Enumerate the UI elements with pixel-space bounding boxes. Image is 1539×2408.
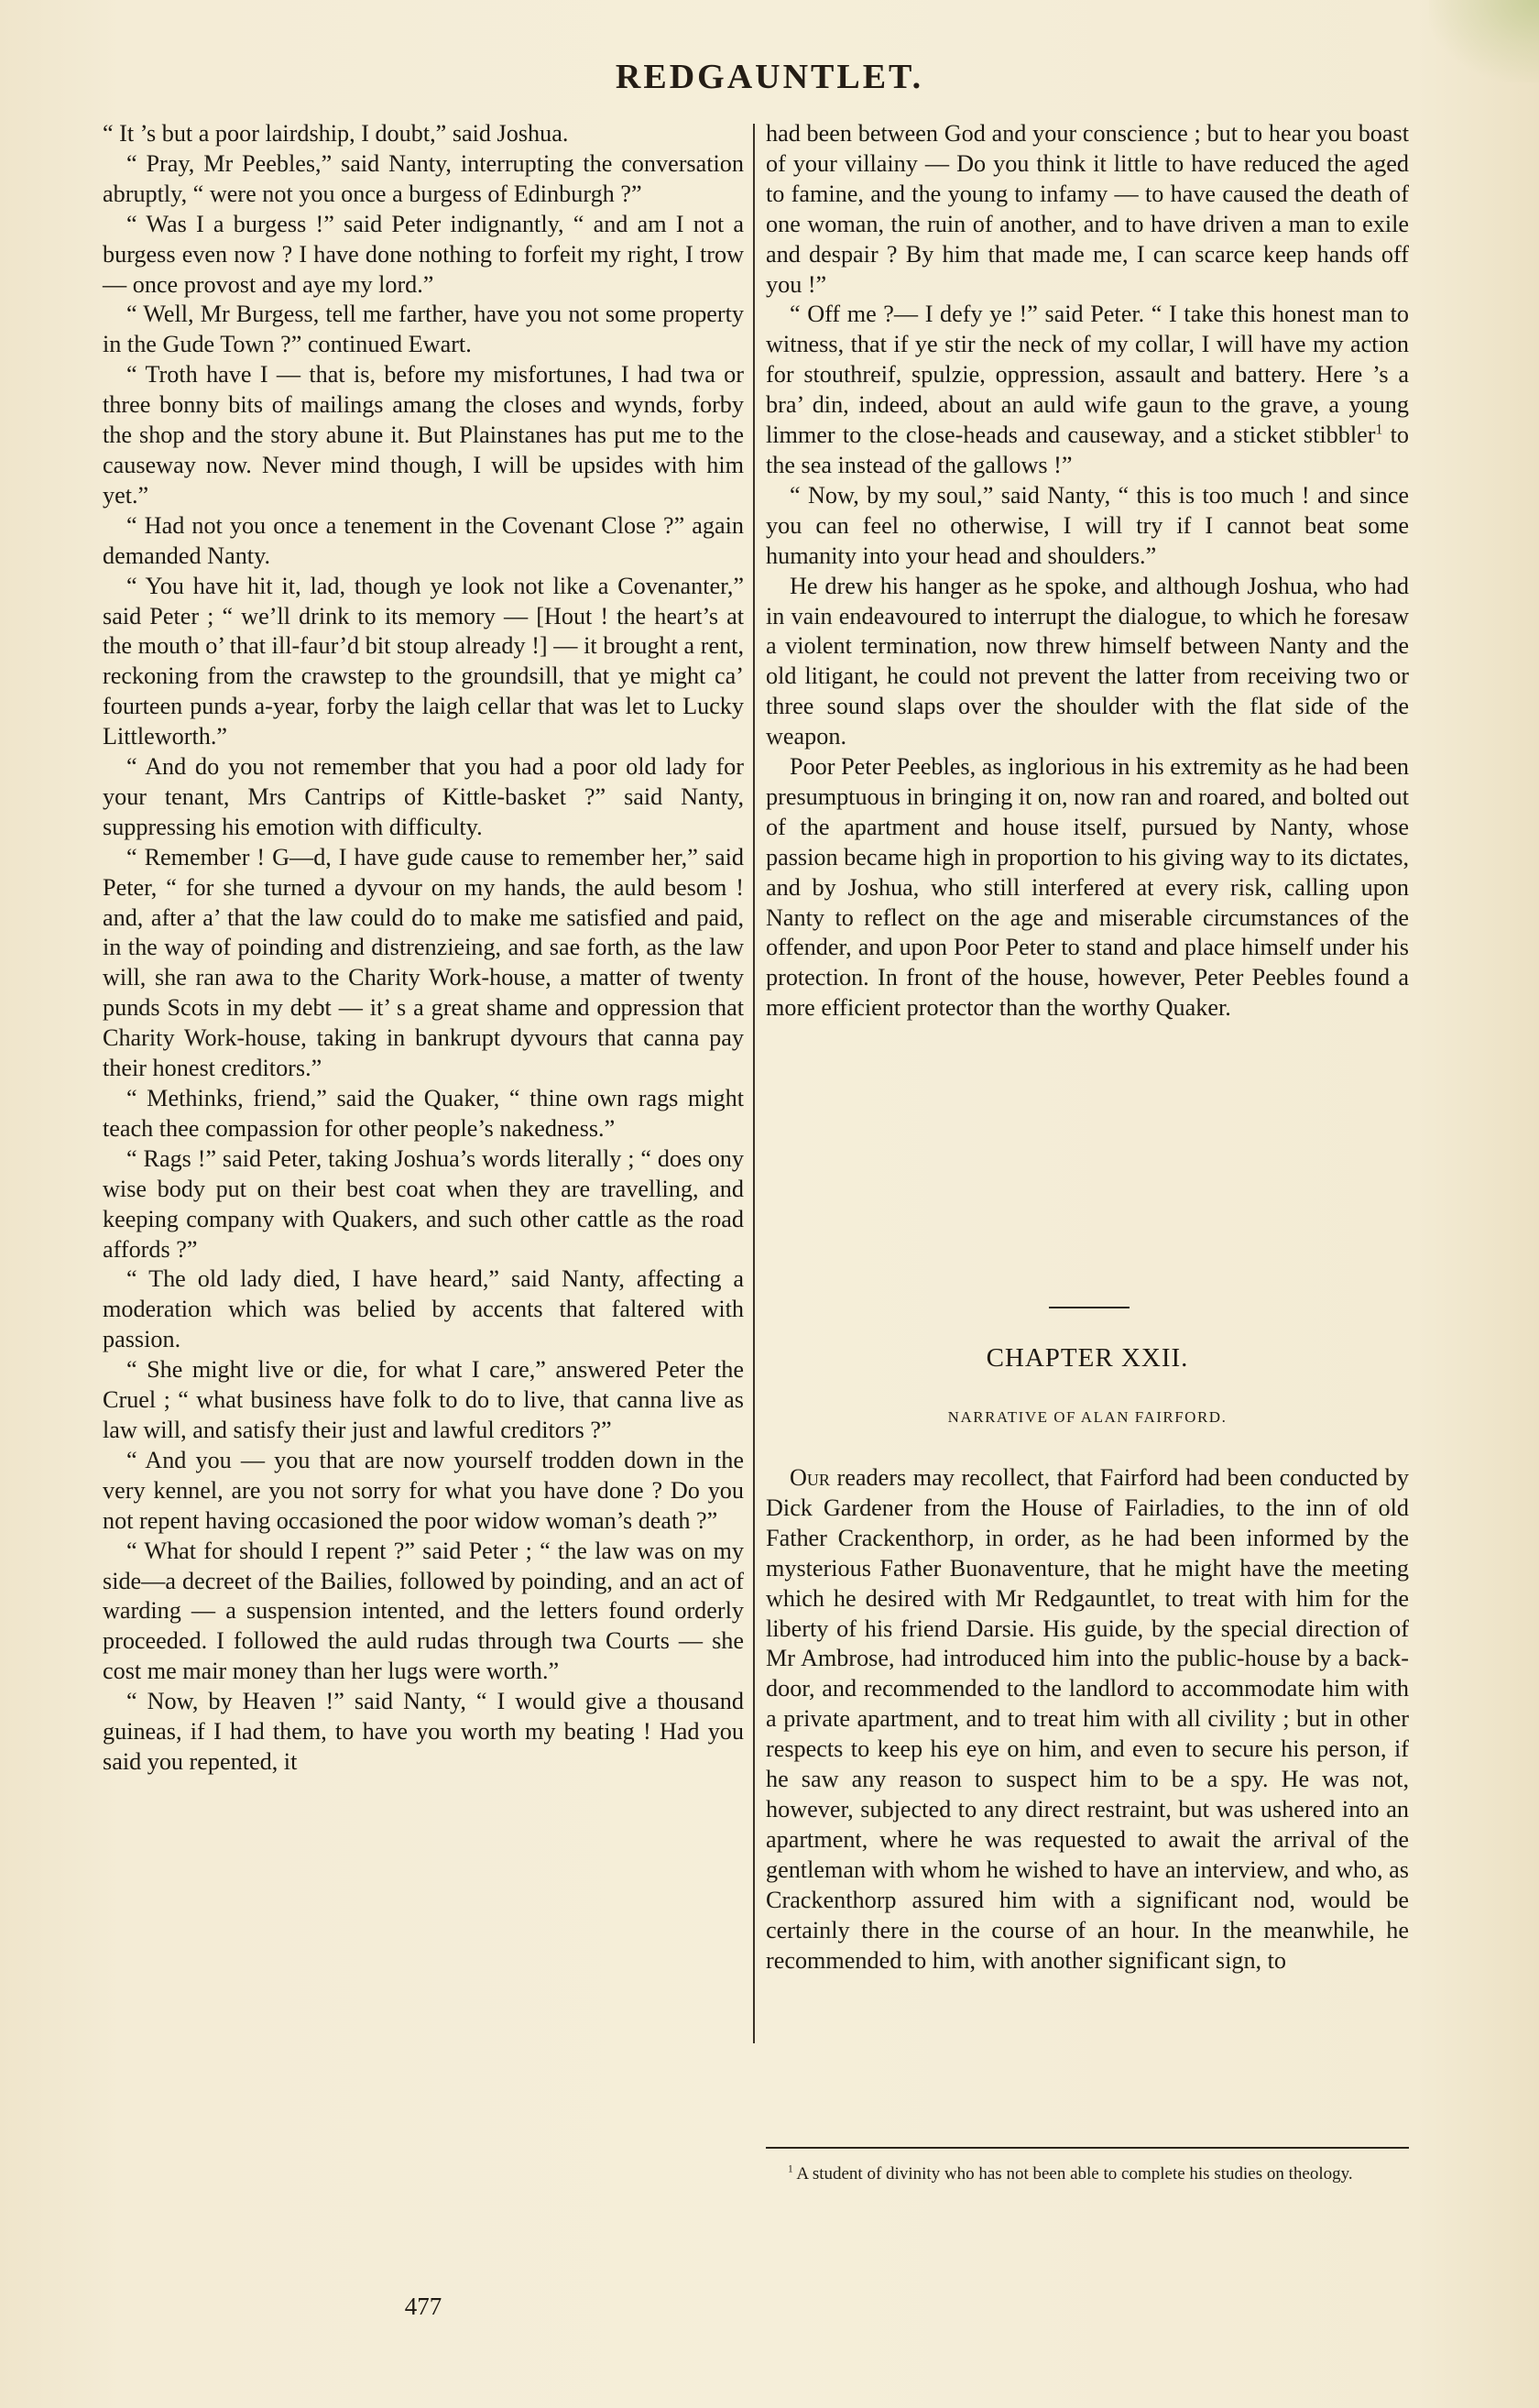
drop-word: Our xyxy=(790,1464,830,1491)
paragraph: “ Rags !” said Peter, taking Joshua’s words literally ; “ does ony wise body put on their best coat when they are travelling, and keeping company with Quakers, and such other cattle as the road affords ?” xyxy=(103,1144,744,1263)
left-column xyxy=(103,119,744,1778)
paragraph-text: “ Off me ?— I defy ye !” said Peter. “ I take this honest man to witness, that if ye stir the neck of my collar, I will have my action for stouthreif, spulzie, oppression, assault and battery. Here ’s a bra’ din, indeed, about an auld wife gaun to the grave, a young limmer to the close-heads and causeway, and a sticket stibbler xyxy=(766,301,1409,449)
footnote-number: 1 xyxy=(788,2163,793,2175)
paragraph: “ Pray, Mr Peebles,” said Nanty, interrupting the conversation abruptly, “ were not you once a burgess of Edinburgh ?” xyxy=(103,149,744,207)
paragraph xyxy=(766,1463,1409,1976)
running-title: REDGAUNTLET. xyxy=(615,58,924,96)
paragraph: “ Now, by Heaven !” said Nanty, “ I would give a thousand guineas, if I had them, to have you worth my beating ! Had you said you repented, it xyxy=(103,1688,744,1775)
paragraph: “ Troth have I — that is, before my misfortunes, I had twa or three bonny bits of mailings amang the closes and wynds, forby the shop and the story abune it. But Plainstanes has put me to the causeway now. Never mind though, I will be upsides with him yet.” xyxy=(103,361,744,509)
paragraph: “ And you — you that are now yourself trodden down in the very kennel, are you not sorry for what you have done ? Do you not repent having occasioned the poor widow woman’s death ?” xyxy=(103,1446,744,1534)
paragraph: “ Now, by my soul,” said Nanty, “ this is too much ! and since you can feel no otherwise, I will try if I cannot beat some humanity into your head and shoulders.” xyxy=(766,481,1409,569)
chapter-subheading: NARRATIVE OF ALAN FAIRFORD. xyxy=(947,1408,1228,1426)
chapter-body xyxy=(766,1463,1409,1976)
paragraph: “ Well, Mr Burgess, tell me farther, have you not some property in the Gude Town ?” continued Ewart. xyxy=(103,301,744,358)
paragraph: “ What for should I repent ?” said Peter ; “ the law was on my side—a decreet of the Bailies, followed by poinding, and an act of warding — a suspension intented, and the letters found orderly proceeded. I followed the auld rudas through twa Courts — she cost me mair money than her lugs were worth.” xyxy=(103,1537,744,1685)
paragraph: “ Was I a burgess !” said Peter indignantly, “ and am I not a burgess even now ? I have done nothing to forfeit my right, I trow — once provost and aye my lord.” xyxy=(103,210,744,298)
paragraph: Poor Peter Peebles, as inglorious in his extremity as he had been presumptuous in bringing it on, now ran and roared, and bolted out of the apartment and house itself, pursued by Nanty, whose passion became high in proportion to his giving way to its dictates, and by Joshua, who still interfered at every risk, calling upon Nanty to reflect on the age and miserable circumstances of the offender, and upon Poor Peter to stand and place himself under his protection. In front of the house, however, Peter Peebles found a more efficient protector than the worthy Quaker. xyxy=(766,753,1409,1022)
footnote-text: A student of divinity who has not been able to complete his studies on theology. xyxy=(792,2164,1353,2184)
paragraph: “ Remember ! G—d, I have gude cause to remember her,” said Peter, “ for she turned a dyvour on my hands, the auld besom ! and, after a’ that the law could do to make me satisfied and paid, in the way of poinding and distrenzieing, and sae forth, as the law will, she ran awa to the Charity Work-house, a matter of twenty punds Scots in my debt — it’ s a great shame and oppression that Charity Work-house, taking in bankrupt dyvours that canna pay their honest creditors.” xyxy=(103,843,744,1082)
paragraph: “ It ’s but a poor lairdship, I doubt,” said Joshua. xyxy=(103,120,569,147)
paragraph: “ Had not you once a tenement in the Covenant Close ?” again demanded Nanty. xyxy=(103,511,744,569)
paragraph: had been between God and your conscience ; but to hear you boast of your villainy — Do you think it little to have reduced the aged to famine, and the young to infamy — to have caused the death of one woman, the ruin of another, and to have driven a man to exile and despair ? By him that made me, I can scarce keep hands off you !” xyxy=(766,120,1409,298)
footnote xyxy=(766,2163,1409,2184)
paragraph: “ Methinks, friend,” said the Quaker, “ thine own rags might teach thee compassion for other people’s nakedness.” xyxy=(103,1085,744,1142)
paragraph-text: to the sea instead of the gallows !” xyxy=(766,421,1409,478)
right-column xyxy=(766,119,1409,1023)
paragraph xyxy=(766,300,1409,480)
paragraph: “ The old lady died, I have heard,” said Nanty, affecting a moderation which was belied by accents that faltered with passion. xyxy=(103,1265,744,1353)
paragraph-text: readers may recollect, that Fairford had been conducted by Dick Gardener from the House of Fairladies, to the inn of old Father Crackenthorp, in order, as he had been informed by the mysterious Father Buonaventure, that he might have the meeting which he desired with Mr Redgauntlet, to treat with him for the liberty of his friend Darsie. His guide, by the special direction of Mr Ambrose, had introduced him into the public-house by a back-door, and recommended to the landlord to accommodate him with a private apartment, and to treat him with all civility ; but in other respects to keep his eye on him, and even to secure his person, if he saw any reason to suspect him to be a spy. He was not, however, subjected to any direct restraint, but was ushered into an apartment, where he was requested to await the arrival of the gentleman with whom he wished to have an interview, and who, as Crackenthorp assured him with a significant nod, would be certainly there in the course of an hour. In the meanwhile, he recommended to him, with another significant sign, to xyxy=(766,1464,1409,1974)
column-divider xyxy=(753,124,755,2043)
paragraph: “ And do you not remember that you had a poor old lady for your tenant, Mrs Cantrips of Kittle-basket ?” said Nanty, suppressing his emotion with difficulty. xyxy=(103,753,744,840)
chapter-divider xyxy=(1049,1307,1130,1308)
paragraph: “ She might live or die, for what I care,” answered Peter the Cruel ; “ what business have folk to do to live, that canna live as law will, and satisfy their just and lawful creditors ?” xyxy=(103,1356,744,1443)
paragraph: “ You have hit it, lad, though ye look not like a Covenanter,” said Peter ; “ we’ll drink to its memory — [Hout ! the heart’s at the mouth o’ that ill-faur’d bit stoup already !] — it brought a rent, reckoning from the crawstep to the groundsill, that ye might ca’ fourteen punds a-year, forby the laigh cellar that was let to Lucky Littleworth.” xyxy=(103,572,744,750)
footnote-marker: 1 xyxy=(1375,421,1383,438)
page-number: 477 xyxy=(404,2293,442,2320)
footnote-divider xyxy=(766,2147,1409,2149)
paragraph: He drew his hanger as he spoke, and although Joshua, who had in vain endeavoured to interrupt the dialogue, to which he foresaw a violent termination, now threw himself between Nanty and the old litigant, he could not prevent the latter from receiving two or three sound slaps over the shoulder with the flat side of the weapon. xyxy=(766,572,1409,750)
chapter-heading: CHAPTER XXII. xyxy=(986,1343,1189,1373)
